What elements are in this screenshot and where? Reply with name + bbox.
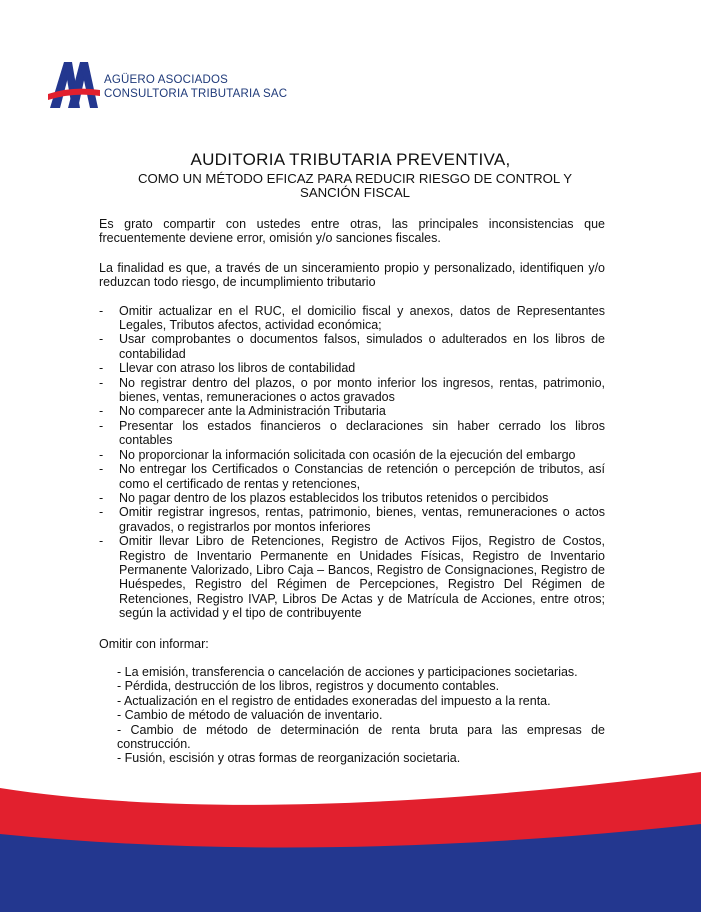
- list-item-text: Omitir llevar Libro de Retenciones, Registro de Activos Fijos, Registro de Costos, Registro de Inventario Permanente en Unidades Físicas, Registro de Inventario Permanente Valorizado, Libro Caja – Bancos, Registro de Consignaciones, Registro de Huéspedes, Registro del Régimen de Percepciones, Registro Del Régimen de Retenciones, Registro IVAP, Libros De Actas y de Matrícula de Acciones, entre otros; según la actividad y el tipo de contribuyente: [119, 534, 605, 621]
- list-item: [99, 462, 605, 491]
- list-item: - Fusión, escisión y otras formas de reorganización societaria.: [117, 751, 461, 766]
- company-name-line1: AGÜERO ASOCIADOS: [104, 74, 228, 86]
- list-item-text: Omitir registrar ingresos, rentas, patrimonio, bienes, ventas, remuneraciones o actos gravados, o registrarlos por montos inferiores: [119, 505, 605, 534]
- list-item: [99, 404, 605, 418]
- list-item-text: No comparecer ante la Administración Tributaria: [119, 404, 386, 419]
- list-item: - Actualización en el registro de entidades exoneradas del impuesto a la renta.: [117, 693, 551, 708]
- footer-wave-decoration: [0, 760, 701, 912]
- bullet-marker: -: [99, 462, 104, 477]
- bullet-marker: -: [99, 505, 104, 520]
- bullet-marker: -: [99, 447, 104, 462]
- company-logo: [48, 58, 308, 112]
- inform-list: [117, 665, 605, 766]
- list-item-text: No registrar dentro del plazos, o por monto inferior los ingresos, rentas, patrimonio, bienes, ventas, remuneraciones o actos gravados: [119, 375, 605, 405]
- bullet-marker: -: [99, 361, 104, 376]
- list-item: [99, 332, 605, 361]
- document-body: [99, 217, 605, 766]
- list-item: [99, 361, 605, 375]
- bullet-marker: -: [99, 303, 104, 318]
- list-item-text: No entregar los Certificados o Constancias de retención o percepción de tributos, así como el certificado de rentas y retenciones,: [119, 462, 605, 491]
- bullet-marker: -: [99, 490, 104, 505]
- bullet-marker: -: [99, 404, 104, 419]
- list-item: - Pérdida, destrucción de los libros, registros y documento contables.: [117, 679, 500, 694]
- company-logo-icon: [48, 58, 100, 112]
- intro-paragraph: Es grato compartir con ustedes entre otras, las principales inconsistencias que frecuentemente deviene error, omisión y/o sanciones fiscales.: [99, 217, 605, 246]
- list-item: [99, 304, 605, 333]
- list-item-text: Omitir actualizar en el RUC, el domicilio fiscal y anexos, datos de Representantes Legales, Tributos afectos, actividad económica;: [119, 303, 605, 333]
- purpose-paragraph: La finalidad es que, a través de un sinceramiento propio y personalizado, identifiquen y/o reduzcan todo riesgo, de incumplimiento tributario: [99, 260, 605, 290]
- bullet-marker: -: [99, 418, 104, 433]
- list-item: [99, 448, 605, 462]
- list-item: [99, 534, 605, 620]
- list-item: [99, 376, 605, 405]
- list-item: - La emisión, transferencia o cancelación de acciones y participaciones societarias.: [117, 664, 578, 679]
- inform-section-title: Omitir con informar:: [99, 636, 209, 651]
- list-item-text: Llevar con atraso los libros de contabilidad: [119, 361, 356, 376]
- bullet-marker: -: [99, 534, 104, 549]
- list-item: [99, 505, 605, 534]
- list-item-text: Presentar los estados financieros o declaraciones sin haber cerrado los libros contables: [119, 418, 605, 448]
- list-item: - Cambio de método de determinación de renta bruta para las empresas de construcción.: [117, 722, 605, 751]
- company-name: [104, 73, 287, 101]
- bullet-marker: -: [99, 375, 104, 390]
- list-item-text: No proporcionar la información solicitada con ocasión de la ejecución del embargo: [119, 447, 576, 462]
- inconsistencies-list: [99, 304, 605, 621]
- company-name-line2: CONSULTORIA TRIBUTARIA SAC: [104, 88, 288, 100]
- list-item: [99, 419, 605, 448]
- document-title: AUDITORIA TRIBUTARIA PREVENTIVA,: [190, 150, 511, 169]
- list-item-text: Usar comprobantes o documentos falsos, simulados o adulterados en los libros de contabilidad: [119, 332, 605, 361]
- list-item: - Cambio de método de valuación de inventario.: [117, 708, 383, 723]
- list-item-text: No pagar dentro de los plazos establecidos los tributos retenidos o percibidos: [119, 490, 549, 505]
- list-item: [99, 491, 605, 505]
- document-subtitle: COMO UN MÉTODO EFICAZ PARA REDUCIR RIESGO DE CONTROL Y SANCIÓN FISCAL: [137, 171, 572, 200]
- bullet-marker: -: [99, 332, 104, 347]
